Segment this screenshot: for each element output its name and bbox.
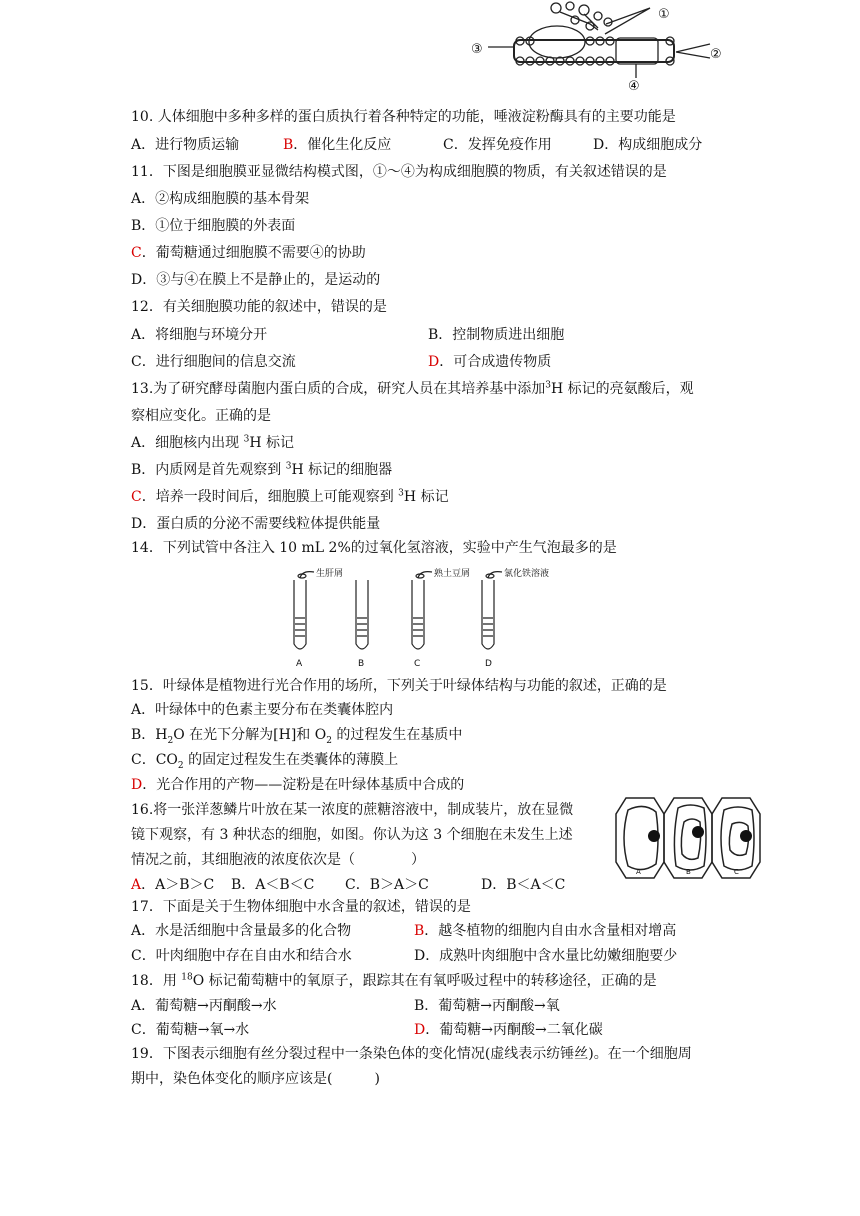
tube-label-c: C [414,659,421,669]
q12-stem: 12．有关细胞膜功能的叙述中，错误的是 [131,299,387,315]
q10-option-d[interactable]: D．构成细胞成分 [593,137,703,153]
q10-stem: 10. 人体细胞中多种多样的蛋白质执行着各种特定的功能，唾液淀粉酶具有的主要功能是 [131,109,676,125]
q15-stem: 15．叶绿体是植物进行光合作用的场所，下列关于叶绿体结构与功能的叙述，正确的是 [131,678,667,694]
q15-option-d[interactable]: D．光合作用的产物——淀粉是在叶绿体基质中合成的 [131,777,465,793]
reagent-fecl3: 氯化铁溶液 [504,569,550,579]
q16-option-d[interactable]: D．B＜A＜C [481,877,566,893]
q18-option-c[interactable]: C．葡萄糖→氧→水 [131,1022,250,1038]
q16-option-c[interactable]: C．B＞A＞C [345,877,429,893]
q18-option-b[interactable]: B．葡萄糖→丙酮酸→氧 [414,998,560,1014]
q18-option-a[interactable]: A．葡萄糖→丙酮酸→水 [131,998,277,1014]
q15-option-c[interactable]: C．$CO_2$ 的固定过程发生在类囊体的薄膜上 [131,752,399,771]
q13-stem-line1: 13.为了研究酵母菌胞内蛋白质的合成，研究人员在其培养基中添加$^3$H 标记的亮氨酸后，观 [131,380,694,397]
q16-stem-line3: 情况之前，其细胞液的浓度依次是（ ） [131,852,425,868]
q13-option-c[interactable]: C．培养一段时间后，细胞膜上可能观察到 $^3$H 标记 [131,488,449,505]
cell-label-a: A [636,868,641,876]
q12-option-b[interactable]: B．控制物质进出细胞 [428,327,565,343]
q12-option-a[interactable]: A．将细胞与环境分开 [131,327,268,343]
reagent-potato: 熟土豆屑 [434,569,471,579]
q10-option-b[interactable]: B．催化生化反应 [283,137,392,153]
q15-option-b[interactable]: B．$H_2O$ 在光下分解为[H]和 $O_2$ 的过程发生在基质中 [131,727,463,746]
cell-label-b: B [686,868,691,876]
q15-option-a[interactable]: A．叶绿体中的色素主要分布在类囊体腔内 [131,702,394,718]
label-3: ③ [471,42,483,57]
q11-option-c[interactable]: C．葡萄糖通过细胞膜不需要④的协助 [131,245,366,261]
q17-option-d[interactable]: D．成熟叶肉细胞中含水量比幼嫩细胞要少 [414,948,678,964]
q11-option-d[interactable]: D．③与④在膜上不是静止的，是运动的 [131,272,381,288]
q16-options [131,875,565,895]
q13-option-a[interactable]: A．细胞核内出现 $^3$H 标记 [131,434,294,451]
q10-options [131,135,702,155]
q19-stem-line2: 期中，染色体变化的顺序应该是( ) [131,1071,380,1087]
q11-option-a[interactable]: A．②构成细胞膜的基本骨架 [131,191,310,207]
tube-label-a: A [296,659,303,669]
q17-option-c[interactable]: C．叶肉细胞中存在自由水和结合水 [131,948,352,964]
q12-option-d[interactable]: D．可合成遗传物质 [428,354,552,370]
q14-stem: 14．下列试管中各注入 10 mL 2%的过氧化氢溶液，实验中产生气泡最多的是 [131,540,617,556]
q10-option-a[interactable]: A．进行物质运输 [131,137,240,153]
test-tubes-figure [280,562,580,672]
q16-stem-line1: 16.将一张洋葱鳞片叶放在某一浓度的蔗糖溶液中，制成装片，放在显微 [131,802,574,818]
q16-stem-line2: 镜下观察，有 3 种状态的细胞，如图。你认为这 3 个细胞在未发生上述 [131,827,573,843]
q17-option-a[interactable]: A．水是活细胞中含量最多的化合物 [131,923,352,939]
q17-stem: 17．下面是关于生物体细胞中水含量的叙述，错误的是 [131,899,471,915]
tube-label-d: D [485,659,492,669]
q11-stem: 11．下图是细胞膜亚显微结构模式图，①～④为构成细胞膜的物质，有关叙述错误的是 [131,164,667,180]
cell-label-c: C [734,868,739,876]
q11-option-b[interactable]: B．①位于细胞膜的外表面 [131,218,296,234]
label-4: ④ [628,79,640,94]
q13-option-b[interactable]: B．内质网是首先观察到 $^3$H 标记的细胞器 [131,461,393,478]
membrane-diagram [0,0,860,100]
q10-option-c[interactable]: C．发挥免疫作用 [443,137,552,153]
q16-option-a[interactable]: A．A＞B＞C [131,877,215,893]
onion-cells-figure [612,794,772,882]
q16-option-b[interactable]: B．A＜B＜C [231,877,315,893]
q12-option-c[interactable]: C．进行细胞间的信息交流 [131,354,296,370]
q18-stem: 18．用 $^{18}$O 标记葡萄糖中的氧原子，跟踪其在有氧呼吸过程中的转移途径，正确的是 [131,972,657,989]
label-1: ① [658,7,670,22]
label-2: ② [710,47,722,62]
q13-option-d[interactable]: D．蛋白质的分泌不需要线粒体提供能量 [131,516,381,532]
reagent-liver: 生肝屑 [316,569,344,579]
q19-stem-line1: 19．下图表示细胞有丝分裂过程中一条染色体的变化情况(虚线表示纺锤丝)。在一个细胞周 [131,1046,692,1062]
q13-stem-line2: 察相应变化。正确的是 [131,408,271,424]
answer-letter: B [283,137,294,153]
tube-label-b: B [358,659,365,669]
q17-option-b[interactable]: B．越冬植物的细胞内自由水含量相对增高 [414,923,677,939]
q18-option-d[interactable]: D．葡萄糖→丙酮酸→二氧化碳 [414,1022,603,1038]
